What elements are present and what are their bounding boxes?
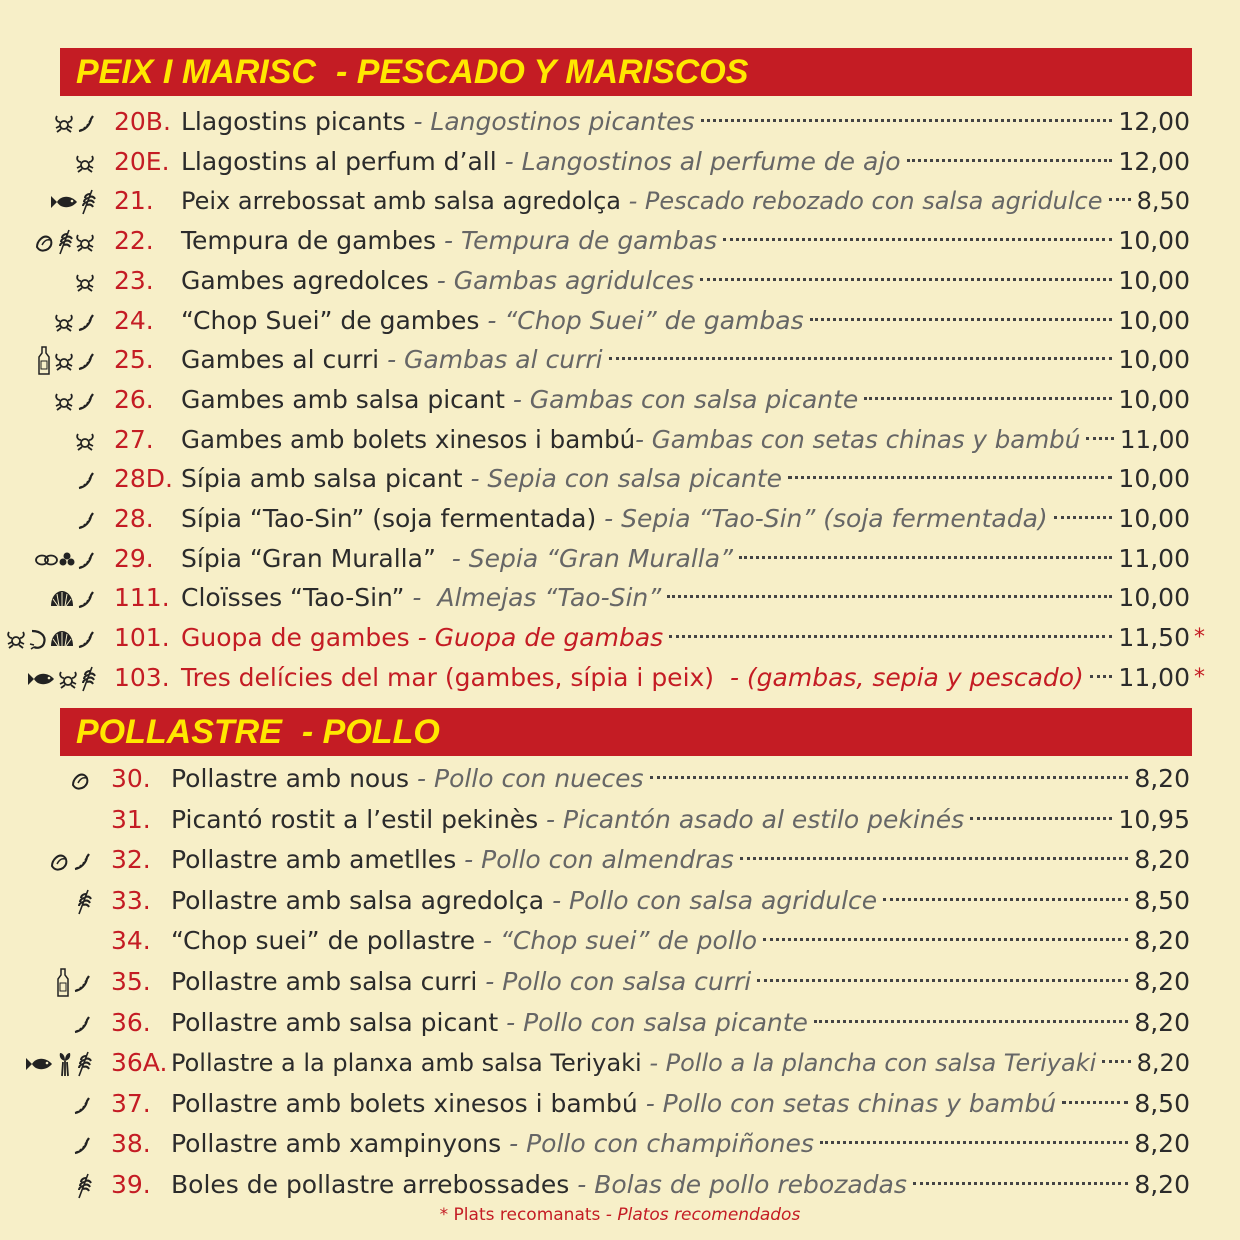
menu-item <box>0 1004 1240 1042</box>
allergen-icons <box>55 970 92 996</box>
item-name-es: - Pollo con setas chinas y bambú <box>637 1088 1057 1118</box>
item-name-es: - Sepia con salsa picante <box>462 464 783 494</box>
crab-icon <box>53 390 75 412</box>
menu-item <box>0 143 1240 181</box>
item-number: 20B. <box>114 107 171 136</box>
item-name-es: - Tempura de gambas <box>436 226 718 256</box>
dot-leader <box>810 317 1113 321</box>
wheat-icon <box>76 889 92 915</box>
item-name-ca: Sípia “Tao-Sin” (soja fermentada) <box>181 504 597 533</box>
shrimp-icon <box>28 628 48 650</box>
item-name-ca: Pollastre amb nous <box>171 764 410 793</box>
item-price: 10,00 <box>1118 384 1190 414</box>
item-name-es: - Pollo a la plancha con salsa Teriyaki <box>641 1049 1097 1078</box>
chili-icon <box>72 850 92 872</box>
menu-item <box>0 341 1240 379</box>
wheat-icon <box>76 1173 92 1199</box>
dot-leader <box>609 356 1113 360</box>
item-name-es: - Gambas con setas chinas y bambú <box>635 424 1081 454</box>
celery-icon <box>55 1051 75 1077</box>
item-number: 101. <box>114 623 170 653</box>
dot-leader <box>814 1019 1128 1023</box>
allergen-icons <box>36 348 96 374</box>
section-title-ca: POLLASTRE <box>76 713 282 751</box>
dot-leader <box>740 856 1129 860</box>
item-price: 10,00 <box>1118 583 1190 613</box>
item-price: 10,00 <box>1118 305 1190 335</box>
item-price: 8,20 <box>1134 1170 1190 1199</box>
item-number: 24. <box>114 305 154 335</box>
item-price: 8,20 <box>1134 1007 1190 1037</box>
item-name-es: - Gambas agridulces <box>428 265 695 295</box>
chili-icon <box>76 588 96 610</box>
crab-icon <box>53 112 75 134</box>
dot-leader <box>1109 197 1131 201</box>
item-price: 8,20 <box>1134 845 1190 875</box>
dot-leader <box>669 634 1112 638</box>
dot-leader <box>723 237 1112 241</box>
item-name-ca: Gambes amb salsa picant <box>181 384 505 414</box>
item-price: 8,20 <box>1134 764 1190 793</box>
item-price: 11,00 <box>1118 543 1190 573</box>
section-title-es: - POLLO <box>301 713 440 751</box>
item-name-ca: Gambes al curri <box>181 345 380 375</box>
dot-leader <box>883 897 1128 901</box>
menu-item <box>0 222 1240 260</box>
item-number: 37. <box>111 1088 151 1118</box>
item-name-es: - Pollo con almendras <box>456 845 734 875</box>
crab-icon <box>74 430 96 452</box>
menu-item <box>0 1044 1240 1082</box>
chili-icon <box>76 509 96 531</box>
item-name-ca: Llagostins picants <box>181 107 406 136</box>
allergen-icons <box>5 626 96 652</box>
item-price: 10,00 <box>1118 265 1190 295</box>
item-price: 8,50 <box>1134 885 1190 915</box>
allergen-icons <box>72 1092 92 1118</box>
item-name-ca: Cloïsses “Tao-Sin” <box>181 583 405 613</box>
crab-icon <box>5 628 27 650</box>
menu-item <box>0 302 1240 340</box>
menu-item <box>0 619 1240 657</box>
item-number: 23. <box>114 265 154 295</box>
item-name-es: - “Chop Suei” de gambas <box>479 305 804 335</box>
item-name-ca: Gambes amb bolets xinesos i bambú <box>181 424 636 454</box>
footnote-ca: * Plats recomanats <box>439 1205 601 1225</box>
allergen-icons <box>76 1173 92 1199</box>
item-name-ca: Pollastre amb xampinyons <box>171 1129 502 1159</box>
dot-leader <box>970 816 1112 820</box>
dot-leader <box>1054 515 1113 519</box>
allergen-icons <box>74 269 96 295</box>
item-number: 29. <box>114 543 154 573</box>
item-name-ca: Tempura de gambes <box>181 226 437 256</box>
allergen-icons <box>49 848 92 874</box>
item-number: 103. <box>114 662 170 692</box>
item-number: 22. <box>114 226 154 256</box>
chili-icon <box>76 549 96 571</box>
allergen-icons <box>76 889 92 915</box>
item-name-ca: Boles de pollastre arrebossades <box>171 1170 570 1199</box>
allergen-icons <box>72 1011 92 1037</box>
menu-item <box>0 922 1240 960</box>
crab-icon <box>53 350 75 372</box>
dot-leader <box>1062 1100 1128 1104</box>
item-name-ca: Guopa de gambes <box>181 623 410 653</box>
chili-icon <box>76 390 96 412</box>
item-number: 33. <box>111 885 151 915</box>
dot-leader <box>907 158 1113 162</box>
nut-icon <box>70 769 92 791</box>
item-name-es: - Pescado rebozado con salsa agridulce <box>621 187 1103 216</box>
bottle-icon <box>36 346 52 376</box>
item-name-es: - Langostinos picantes <box>405 107 695 136</box>
item-name-ca: Pollastre amb bolets xinesos i bambú <box>171 1088 638 1118</box>
item-name-ca: Sípia “Gran Muralla” <box>181 543 436 573</box>
item-name-ca: “Chop Suei” de gambes <box>181 305 480 335</box>
item-number: 32. <box>111 845 151 875</box>
fish-icon <box>49 191 79 213</box>
item-name-es: - Almejas “Tao-Sin” <box>404 583 662 613</box>
chili-icon <box>72 1094 92 1116</box>
item-price: 10,00 <box>1118 345 1190 375</box>
menu-item <box>0 421 1240 459</box>
allergen-icons <box>74 428 96 454</box>
item-number: 20E. <box>114 146 170 176</box>
shell-icon <box>49 628 75 650</box>
crab-icon <box>74 152 96 174</box>
item-name-es: - Picantón asado al estilo pekinés <box>538 804 965 834</box>
allergen-icons <box>24 1051 92 1077</box>
item-number: 28D. <box>114 464 174 494</box>
item-price: 11,50 <box>1118 623 1190 653</box>
footnote <box>0 1203 1240 1227</box>
menu-item <box>0 882 1240 920</box>
item-name-es: - Pollo con champiñones <box>501 1129 814 1159</box>
item-price: 10,00 <box>1118 226 1190 256</box>
section-title-ca: PEIX I MARISC <box>76 53 316 91</box>
item-name-ca: Gambes agredolces <box>181 265 429 295</box>
wheat-icon <box>57 229 73 255</box>
chili-icon <box>76 311 96 333</box>
allergen-icons <box>53 388 96 414</box>
item-name-ca: Pollastre amb salsa agredolça <box>171 885 545 915</box>
item-number: 25. <box>114 345 154 375</box>
item-number: 31. <box>111 804 151 834</box>
chili-icon <box>76 112 96 134</box>
dot-leader <box>864 396 1112 400</box>
item-name-es: - Gambas al curri <box>379 345 603 375</box>
item-name-ca: Pollastre amb salsa curri <box>171 967 478 996</box>
item-price: 11,00 <box>1119 424 1190 454</box>
menu-item <box>0 540 1240 578</box>
item-number: 111. <box>114 583 170 613</box>
recommended-star: * <box>1194 625 1205 651</box>
item-number: 35. <box>111 967 151 996</box>
menu-item <box>0 760 1240 798</box>
allergen-icons <box>53 110 96 136</box>
allergen-icons <box>76 467 96 493</box>
item-price: 10,95 <box>1118 804 1190 834</box>
item-name-es: - Langostinos al perfume de ajo <box>496 146 901 176</box>
fish-icon <box>26 668 56 690</box>
allergen-icons <box>53 309 96 335</box>
dot-leader <box>913 1181 1128 1185</box>
chili-icon <box>72 972 92 994</box>
item-price: 8,20 <box>1134 967 1190 996</box>
item-name-es: - Pollo con salsa curri <box>477 967 752 996</box>
crab-icon <box>74 231 96 253</box>
wheat-icon <box>76 1051 92 1077</box>
item-name-es: - Bolas de pollo rebozadas <box>569 1170 907 1199</box>
menu-item <box>0 1166 1240 1204</box>
dot-leader <box>650 775 1129 779</box>
menu-item <box>0 801 1240 839</box>
item-number: 30. <box>111 764 151 793</box>
dot-leader <box>667 594 1112 598</box>
item-name-ca: Picantó rostit a l’estil pekinès <box>171 804 539 834</box>
allergen-icons <box>49 586 96 612</box>
item-price: 10,00 <box>1118 464 1190 494</box>
item-number: 28. <box>114 504 154 533</box>
dot-leader <box>1102 1059 1130 1063</box>
allergen-icons <box>26 666 96 692</box>
item-number: 36. <box>111 1007 151 1037</box>
menu-item <box>0 500 1240 538</box>
dot-leader <box>700 277 1112 281</box>
menu-item <box>0 460 1240 498</box>
item-price: 8,50 <box>1136 187 1190 216</box>
item-number: 27. <box>114 424 154 454</box>
menu-item <box>0 841 1240 879</box>
item-price: 8,20 <box>1134 1129 1190 1159</box>
peanut-icon <box>34 549 58 571</box>
item-price: 8,50 <box>1134 1088 1190 1118</box>
footnote-es: - Platos recomendados <box>600 1205 801 1225</box>
item-number: 36A. <box>111 1048 168 1078</box>
section-title-es: - PESCADO Y MARISCOS <box>335 53 749 91</box>
crab-icon <box>57 668 79 690</box>
allergen-icons <box>34 547 96 573</box>
item-name-es: - Pollo con nueces <box>409 764 644 793</box>
dot-leader <box>1090 674 1113 678</box>
menu-item <box>0 963 1240 1001</box>
item-name-es: - Gambas con salsa picante <box>504 384 859 414</box>
nut-icon <box>34 231 56 253</box>
item-name-es: - Sepia “Tao-Sin” (soja fermentada) <box>596 504 1048 533</box>
item-number: 39. <box>111 1170 151 1199</box>
item-number: 34. <box>111 926 151 956</box>
item-name-es: - Guopa de gambas <box>409 623 664 653</box>
item-name-es: - Pollo con salsa agridulce <box>544 885 878 915</box>
dot-leader <box>820 1140 1128 1144</box>
chili-icon <box>76 628 96 650</box>
item-number: 26. <box>114 384 154 414</box>
bottle-icon <box>55 968 71 998</box>
menu-item <box>0 262 1240 300</box>
item-name-ca: Tres delícies del mar (gambes, sípia i peix) <box>181 662 715 692</box>
item-name-ca: Sípia amb salsa picant <box>181 464 463 494</box>
item-price: 12,00 <box>1118 146 1190 176</box>
menu-item <box>0 1085 1240 1123</box>
item-name-es: - “Chop suei” de pollo <box>475 926 757 956</box>
chili-icon <box>72 1134 92 1156</box>
item-price: 10,00 <box>1118 504 1190 533</box>
allergen-icons <box>74 150 96 176</box>
item-price: 11,00 <box>1118 662 1190 692</box>
menu-item <box>0 381 1240 419</box>
dot-leader <box>788 475 1112 479</box>
item-number: 21. <box>114 186 154 216</box>
dot-leader <box>1086 436 1114 440</box>
nut-icon <box>49 850 71 872</box>
chili-icon <box>72 1013 92 1035</box>
section-header-peix <box>60 48 1192 96</box>
crab-icon <box>53 311 75 333</box>
allergen-icons <box>34 229 96 255</box>
shell-icon <box>49 588 75 610</box>
item-name-es: - Pollo con salsa picante <box>498 1007 808 1037</box>
crab-icon <box>74 271 96 293</box>
item-price: 8,20 <box>1136 1049 1190 1078</box>
item-name-es: - Sepia “Gran Muralla” <box>435 543 733 573</box>
menu-item <box>0 1125 1240 1163</box>
dot-leader <box>763 937 1128 941</box>
dot-leader <box>757 978 1128 982</box>
allergen-icons <box>49 189 96 215</box>
allergen-icons <box>72 1132 92 1158</box>
item-name-ca: Pollastre amb ametlles <box>171 845 457 875</box>
menu-item <box>0 659 1240 697</box>
chili-icon <box>76 469 96 491</box>
item-name-es: - (gambas, sepia y pescado) <box>714 662 1084 692</box>
allergen-icons <box>76 507 96 533</box>
menu-item <box>0 182 1240 220</box>
item-name-ca: Peix arrebossat amb salsa agredolça <box>181 187 622 216</box>
dot-leader <box>701 118 1113 122</box>
section-header-pollastre <box>60 708 1192 756</box>
recommended-star: * <box>1194 664 1205 690</box>
item-name-ca: Pollastre a la planxa amb salsa Teriyaki <box>171 1049 642 1078</box>
fish-icon <box>24 1053 54 1075</box>
dot-leader <box>739 555 1112 559</box>
chili-icon <box>76 350 96 372</box>
item-name-ca: Llagostins al perfum d’all <box>181 146 497 176</box>
menu-item <box>0 103 1240 141</box>
allergen-icons <box>70 767 92 793</box>
item-price: 12,00 <box>1118 107 1190 136</box>
item-price: 8,20 <box>1134 926 1190 956</box>
wheat-icon <box>80 666 96 692</box>
wheat-icon <box>80 189 96 215</box>
menu-item <box>0 579 1240 617</box>
item-number: 38. <box>111 1129 151 1159</box>
item-name-ca: “Chop suei” de pollastre <box>171 926 476 956</box>
item-name-ca: Pollastre amb salsa picant <box>171 1007 499 1037</box>
clover-icon <box>59 549 75 571</box>
